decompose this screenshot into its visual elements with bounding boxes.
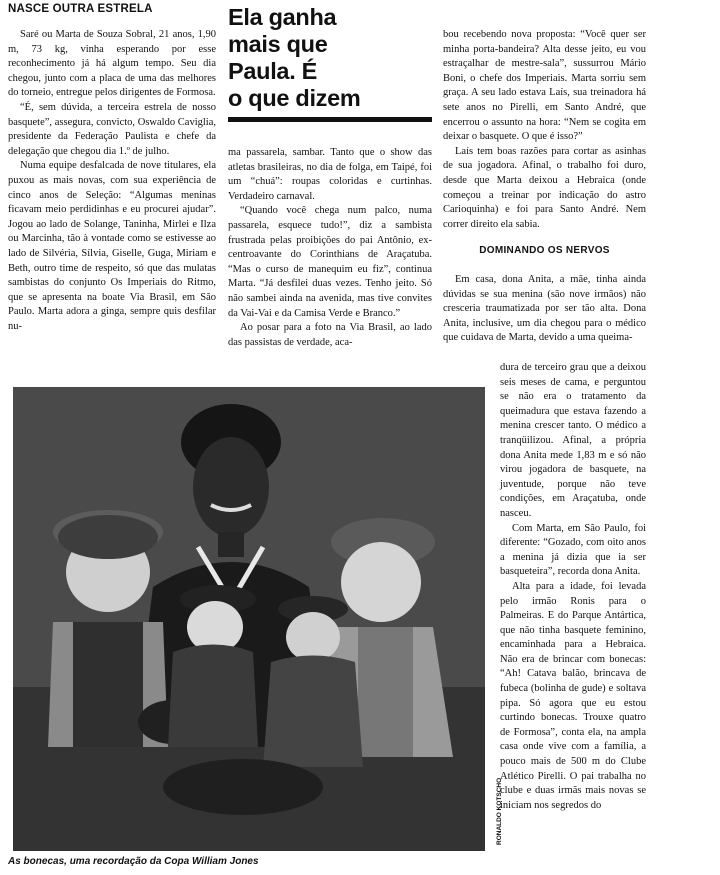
photo-player-with-dolls [13, 387, 485, 851]
headline-line: Paula. É [228, 58, 318, 84]
paragraph: ma passarela, sambar. Tanto que o show das atletas brasileiras, no dia de folga, em Taipé, foi um “chuá”: roupas coloridas e curtinhas. Verdadeiro carnaval. [228, 147, 432, 202]
paragraph: Laís tem boas razões para cortar as asinhas de sua jogadora. Afinal, o trabalho foi duro, desde que Marta deixou a Hebraica (onde começou a treinar por indicação do astro Carioquinha) e foi para Santo André. Nem correr direito ela sabia. [443, 145, 646, 230]
paragraph: Alta para a idade, foi levada pelo irmão Ronis para o Palmeiras. E do Parque Antártica, que não tinha basquete feminino, encaminhada para a Hebraica. Não era de brincar com bonecas: “Ah! Catava balão, brincava de fubeca (bolinha de gude) e soltava pipa. Só agora que eu estou curtindo bonecas. Trouxe quatro de Formosa”, conta ela, na ampla casa onde vive com a família, a pouco mais de 500 m do Clube Atlético Pirelli. O pai trabalha no clube e duas irmãs mais novas se iniciam nos segredos do [500, 580, 646, 811]
headline-line: Ela ganha [228, 4, 337, 30]
paragraph: Em casa, dona Anita, a mãe, tinha ainda dúvidas se sua menina (são nove irmãos) não cresceria traumatizada por ser tão alta. Dona Anita, inclusive, um dia chegou para o médico que cuidava de Marta, devido a uma queima- [443, 273, 646, 344]
headline [228, 4, 433, 112]
paragraph: “Quando você chega num palco, numa passarela, esquece tudo!”, diz a sambista frustrada pelas proibições do pai Antônio, ex-centroavante do Corinthians de Araçatuba. “Mas o curso de manequim eu fiz”, continua Marta. “Já desfilei duas vezes. Tenho jeito. Só não sambei ainda na avenida, mas tive convites da Vai-Vai e da Camisa Verde e Branco.” [228, 205, 432, 319]
paragraph: dura de terceiro grau que a deixou seis meses de cama, e perguntou se não era o tratamento da queimadura que estava fazendo a menina crescer tanto. O médico a tranqüilizou. Afinal, a própria dona Anita mede 1,83 m e só não virou jogadora de basquete, na juventude, porque não teve condições, em Araçatuba, onde nasceu. [500, 362, 646, 519]
paragraph: Com Marta, em São Paulo, foi diferente: “Gozado, com oito anos a menina já dizia que ia ser basqueteira”, recorda dona Anita. [500, 522, 646, 578]
photo-credit: RONALDO KOTSCHO [496, 777, 503, 845]
headline-line: mais que [228, 31, 328, 57]
article-column-1 [8, 28, 216, 334]
article-column-3 [443, 28, 646, 346]
paragraph: Saré ou Marta de Souza Sobral, 21 anos, 1,90 m, 73 kg, vinha esperando por esse reconhecimento já há algum tempo. Seu dia chegou, junto com a placa de uma das melhores do torneio, entregue pelos dirigentes de Formosa. [8, 29, 216, 99]
paragraph: bou recebendo nova proposta: “Você quer ser minha porta-bandeira? Alta desse jeito, eu vou estraçalhar de mestre-sala”, sussurrou Mário Boni, o chefe dos Imperiais. Marta sorriu sem graça. A seu lado estava Laís, sua treinadora há sete anos no Pirelli, em Santo André, que encerrou o assunto na hora: “Nem se cogita em deixar o basquete. O que é isso?” [443, 29, 646, 143]
headline-line: o que dizem [228, 85, 361, 111]
photo-caption: As bonecas, uma recordação da Copa William Jones [8, 856, 259, 867]
paragraph: Numa equipe desfalcada de nove titulares, ela puxou as mais novas, com sua experiência de cinco anos de Seleção: “Algumas meninas ficavam meio perdidinhas e eu procurei ajudar”. Jogou ao lado de Solange, Taninha, Mirlei e Ilza ou Marcinha, tão à vontade como se estivesse ao lado de Silvéria, Sílvia, Giselle, Guga, Miriam e Beth, outro time de respeito, só que das mulatas sambistas do conjunto Os Imperiais do Ritmo, que se apresenta na boate Via Brasil, em São Paulo. Marta adora a ginga, sempre quis desfilar nu- [8, 160, 216, 332]
section-kicker: NASCE OUTRA ESTRELA [8, 3, 153, 15]
paragraph: “É, sem dúvida, a terceira estrela de nosso basquete”, assegura, convicto, Oswaldo Caviglia, presidente da Federação Paulista e chefe da delegação que chegou dia 1.º de julho. [8, 101, 216, 157]
paragraph: Ao posar para a foto na Via Brasil, ao lado das passistas de verdade, aca- [228, 322, 432, 348]
article-column-3-continued [500, 361, 646, 813]
subheading: DOMINANDO OS NERVOS [479, 245, 610, 257]
headline-rule [228, 117, 432, 122]
article-column-2 [228, 146, 432, 350]
